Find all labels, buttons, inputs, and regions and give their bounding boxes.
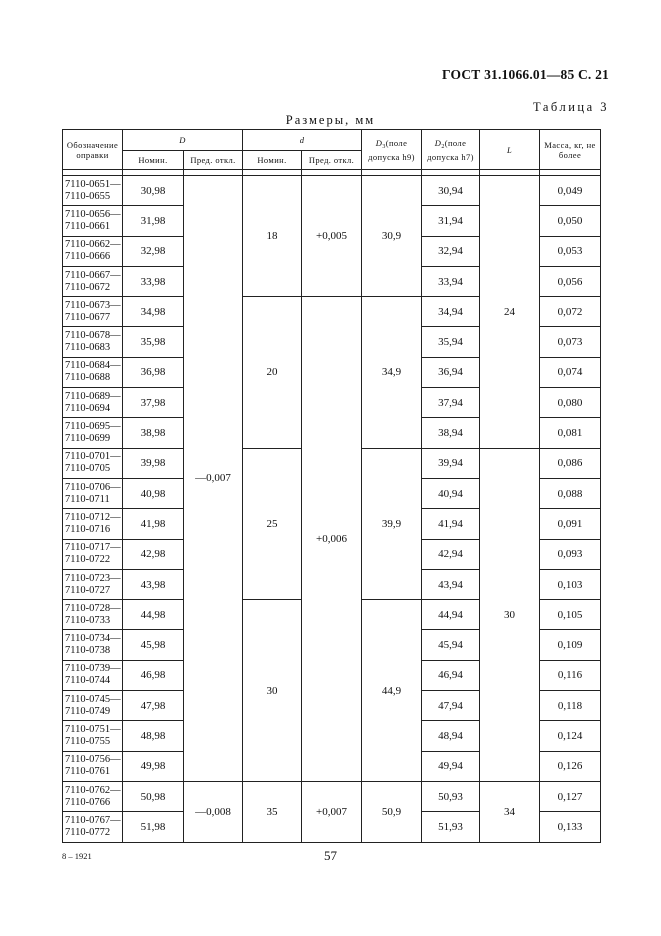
mass-cell: 0,105 (540, 600, 601, 630)
designation-cell: 7110-0745— 7110-0749 (63, 691, 123, 721)
header-L: L (480, 130, 540, 170)
d-deviation-cell: +0,006 (302, 297, 362, 782)
D2-cell: 38,94 (422, 418, 480, 448)
D-nominal-cell: 38,98 (123, 418, 184, 448)
D-nominal-cell: 37,98 (123, 388, 184, 418)
mass-cell: 0,056 (540, 266, 601, 296)
d-deviation-cell: +0,005 (302, 176, 362, 297)
D-nominal-cell: 34,98 (123, 297, 184, 327)
D-nominal-cell: 36,98 (123, 357, 184, 387)
D3-cell: 44,9 (362, 600, 422, 782)
designation-cell: 7110-0756— 7110-0761 (63, 751, 123, 781)
D2-cell: 34,94 (422, 297, 480, 327)
designation-cell: 7110-0723— 7110-0727 (63, 569, 123, 599)
D-nominal-cell: 48,98 (123, 721, 184, 751)
mass-cell: 0,073 (540, 327, 601, 357)
designation-cell: 7110-0695— 7110-0699 (63, 418, 123, 448)
header-D-dev: Пред. откл. (184, 151, 243, 170)
D-nominal-cell: 40,98 (123, 478, 184, 508)
designation-cell: 7110-0651— 7110-0655 (63, 176, 123, 206)
D-nominal-cell: 31,98 (123, 206, 184, 236)
D3-cell: 30,9 (362, 176, 422, 297)
D3-cell: 39,9 (362, 448, 422, 599)
D-nominal-cell: 41,98 (123, 509, 184, 539)
header-D-nom: Номин. (123, 151, 184, 170)
D2-cell: 42,94 (422, 539, 480, 569)
designation-cell: 7110-0689— 7110-0694 (63, 388, 123, 418)
D2-cell: 33,94 (422, 266, 480, 296)
mass-cell: 0,126 (540, 751, 601, 781)
header-D2: $D_2(поле$ допуска h7) (422, 130, 480, 170)
D3-cell: 34,9 (362, 297, 422, 448)
D2-cell: 51,93 (422, 812, 480, 842)
mass-cell: 0,116 (540, 660, 601, 690)
d-nominal-cell: 18 (243, 176, 302, 297)
mass-cell: 0,109 (540, 630, 601, 660)
designation-cell: 7110-0673— 7110-0677 (63, 297, 123, 327)
mass-cell: 0,081 (540, 418, 601, 448)
mass-cell: 0,072 (540, 297, 601, 327)
D2-cell: 39,94 (422, 448, 480, 478)
D2-cell: 36,94 (422, 357, 480, 387)
mass-cell: 0,049 (540, 176, 601, 206)
D-nominal-cell: 51,98 (123, 812, 184, 842)
D-nominal-cell: 49,98 (123, 751, 184, 781)
designation-cell: 7110-0684— 7110-0688 (63, 357, 123, 387)
D2-cell: 43,94 (422, 569, 480, 599)
designation-cell: 7110-0667— 7110-0672 (63, 266, 123, 296)
mass-cell: 0,088 (540, 478, 601, 508)
D2-cell: 44,94 (422, 600, 480, 630)
designation-cell: 7110-0762— 7110-0766 (63, 781, 123, 811)
L-cell: 24 (480, 176, 540, 449)
document-header: ГОСТ 31.1066.01—85 С. 21 (442, 67, 609, 82)
designation-cell: 7110-0712— 7110-0716 (63, 509, 123, 539)
designation-cell: 7110-0728— 7110-0733 (63, 600, 123, 630)
mass-cell: 0,093 (540, 539, 601, 569)
mass-cell: 0,053 (540, 236, 601, 266)
mass-cell: 0,127 (540, 781, 601, 811)
mass-cell: 0,118 (540, 691, 601, 721)
D-nominal-cell: 46,98 (123, 660, 184, 690)
D-nominal-cell: 35,98 (123, 327, 184, 357)
mass-cell: 0,050 (540, 206, 601, 236)
D-nominal-cell: 33,98 (123, 266, 184, 296)
D2-cell: 30,94 (422, 176, 480, 206)
d-nominal-cell: 35 (243, 781, 302, 842)
D2-cell: 46,94 (422, 660, 480, 690)
mass-cell: 0,133 (540, 812, 601, 842)
D2-cell: 48,94 (422, 721, 480, 751)
designation-cell: 7110-0706— 7110-0711 (63, 478, 123, 508)
header-d-nom: Номин. (243, 151, 302, 170)
mass-cell: 0,124 (540, 721, 601, 751)
header-mass: Масса, кг, не более (540, 130, 601, 170)
D2-cell: 35,94 (422, 327, 480, 357)
D2-cell: 40,94 (422, 478, 480, 508)
D2-cell: 49,94 (422, 751, 480, 781)
D-nominal-cell: 43,98 (123, 569, 184, 599)
mass-cell: 0,074 (540, 357, 601, 387)
D2-cell: 37,94 (422, 388, 480, 418)
D2-cell: 45,94 (422, 630, 480, 660)
designation-cell: 7110-0701— 7110-0705 (63, 448, 123, 478)
designation-cell: 7110-0656— 7110-0661 (63, 206, 123, 236)
d-nominal-cell: 25 (243, 448, 302, 599)
L-cell: 30 (480, 448, 540, 781)
designation-cell: 7110-0767— 7110-0772 (63, 812, 123, 842)
D-nominal-cell: 45,98 (123, 630, 184, 660)
table-label: Таблица 3 (533, 100, 609, 114)
D2-cell: 47,94 (422, 691, 480, 721)
table-caption: Размеры, мм (285, 113, 376, 127)
designation-cell: 7110-0717— 7110-0722 (63, 539, 123, 569)
print-code: 8 – 1921 (62, 851, 92, 861)
header-d-dev: Пред. откл. (302, 151, 362, 170)
D3-cell: 50,9 (362, 781, 422, 842)
mass-cell: 0,091 (540, 509, 601, 539)
designation-cell: 7110-0734— 7110-0738 (63, 630, 123, 660)
header-D3: $D_3(поле$ допуска h9) (362, 130, 422, 170)
page-number: 57 (324, 848, 337, 863)
D2-cell: 32,94 (422, 236, 480, 266)
D2-cell: 41,94 (422, 509, 480, 539)
table-body (63, 176, 601, 843)
header-D: D (123, 130, 243, 151)
mass-cell: 0,080 (540, 388, 601, 418)
D-nominal-cell: 39,98 (123, 448, 184, 478)
header-designation: Обозначение оправки (63, 130, 123, 170)
D-deviation-cell: —0,008 (184, 781, 243, 842)
D-deviation-cell: —0,007 (184, 176, 243, 782)
L-cell: 34 (480, 781, 540, 842)
mass-cell: 0,086 (540, 448, 601, 478)
D2-cell: 31,94 (422, 206, 480, 236)
D-nominal-cell: 32,98 (123, 236, 184, 266)
D-nominal-cell: 47,98 (123, 691, 184, 721)
table-row (63, 781, 601, 811)
D2-cell: 50,93 (422, 781, 480, 811)
designation-cell: 7110-0662— 7110-0666 (63, 236, 123, 266)
D-nominal-cell: 42,98 (123, 539, 184, 569)
d-nominal-cell: 20 (243, 297, 302, 448)
designation-cell: 7110-0751— 7110-0755 (63, 721, 123, 751)
mass-cell: 0,103 (540, 569, 601, 599)
d-deviation-cell: +0,007 (302, 781, 362, 842)
D-nominal-cell: 44,98 (123, 600, 184, 630)
D-nominal-cell: 50,98 (123, 781, 184, 811)
dimensions-table (62, 129, 601, 843)
header-d: d (243, 130, 362, 151)
designation-cell: 7110-0678— 7110-0683 (63, 327, 123, 357)
designation-cell: 7110-0739— 7110-0744 (63, 660, 123, 690)
table-row (63, 176, 601, 206)
d-nominal-cell: 30 (243, 600, 302, 782)
D-nominal-cell: 30,98 (123, 176, 184, 206)
